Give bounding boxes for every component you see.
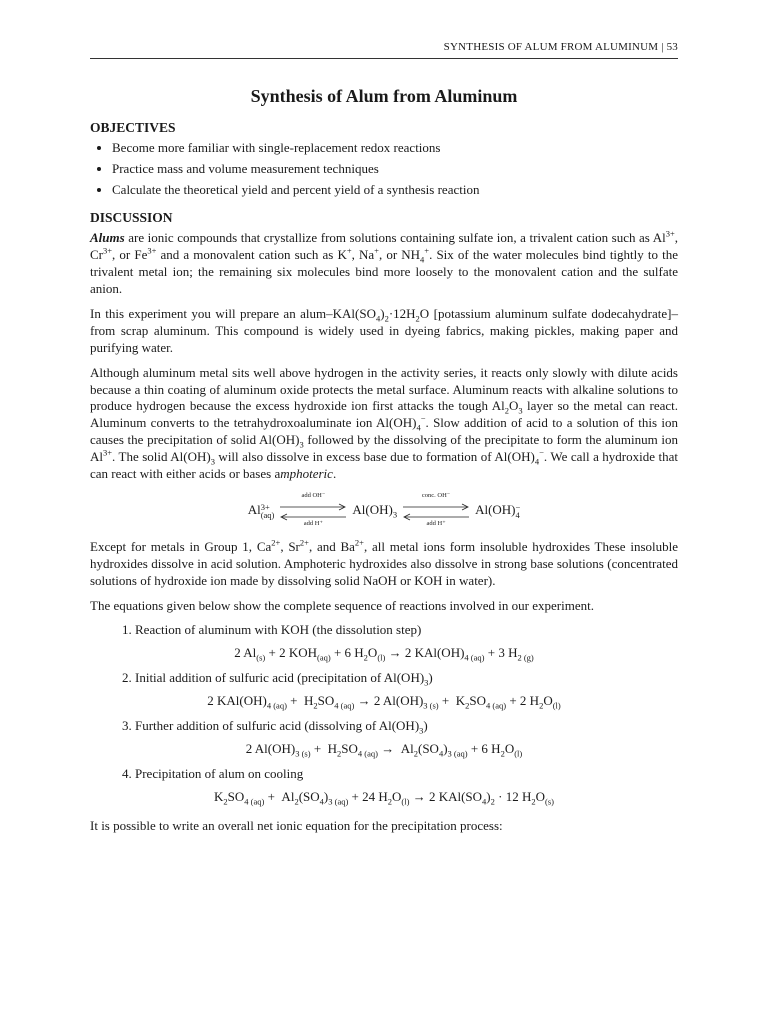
paragraph-hydroxides: Except for metals in Group 1, $Ca^{2+}$, $Sr^{2+}$, and $Ba^{2+}$, all metal ions form insoluble hydroxides These insoluble hydroxides dissolve in acid solution. Amphoteric hydroxides also dissolve in strong base solutions (concentrated solutions of hydroxide ion made by dissolving solid NaOH or KOH in water). xyxy=(90,537,678,588)
equation-2: 2 $KAl(OH)_{4 (aq)} + H_2SO_{4 (aq)} \to 2$ $Al(OH)_{3 (s)} + K_2SO_{4 (aq)} + 2$ $H_2O_{(l)}$ xyxy=(207,693,561,711)
paragraph-net-ionic: It is possible to write an overall net ionic equation for the precipitation process: xyxy=(90,817,503,833)
reaction-step: 2. Initial addition of sulfuric acid (precipitation of $Al(OH)_3$) xyxy=(135,670,678,687)
objectives-heading: OBJECTIVES xyxy=(90,119,176,135)
equation-3: 2 $Al(OH)_{3 (s)} + H_2SO_{4 (aq)} \to Al_2(SO_4)_{3 (aq)} + 6$ $H_2O_{(l)}$ xyxy=(245,740,523,759)
reaction-step: 3. Further addition of sulfuric acid (dissolving of $Al(OH)_3$) xyxy=(135,718,678,735)
equation-4: $K_2SO_{4 (aq)} + Al_2(SO_4)_{3 (aq)} + 24$ $H_2O_{(l)} \to 2$ $KAl(SO_4)_2 \cdot 12$ $H_2O_{(s)}$ xyxy=(214,788,554,807)
reaction-steps xyxy=(90,718,678,735)
reaction-step: 4. Precipitation of alum on cooling xyxy=(135,766,678,783)
scheme-middle-species: $Al(OH)_3$ xyxy=(352,502,398,521)
paragraph-aluminum: Although aluminum metal sits well above hydrogen in the activity series, it reacts only slowly with dilute acids because a thin coating of aluminum oxide protects the metal surface. Aluminum reacts with alkaline solutions to produce hydrogen because the excess hydroxide ion first attacks the tough $Al_2O_3$ layer so the metal can react. Aluminum converts to the tetrahydroxoaluminate ion $Al(OH)_4^-$. Slow addition of acid to a solution of this ion causes the precipitation of solid $Al(OH)_3$ followed by the dissolving of the precipitate to form the aluminum ion $Al^{3+}$. The solid $Al(OH)_3$ will also dissolve in excess base due to formation of $Al(OH)_4^-$. We call a hydroxide that can react with either acids or bases amphoteric. xyxy=(90,364,678,482)
reaction-steps xyxy=(90,670,678,687)
page-title: Synthesis of Alum from Aluminum xyxy=(250,86,518,107)
scheme-left-species: Al 3+ (aq) xyxy=(247,501,275,521)
arrow-label: add H⁺ xyxy=(426,519,446,527)
amphoteric-scheme xyxy=(90,491,678,531)
objective-item: • Become more familiar with single-replacement redox reactions xyxy=(112,140,678,157)
scheme-right-species: Al(OH) − 4 xyxy=(475,501,521,521)
reaction-steps xyxy=(90,766,678,783)
paragraph-experiment: In this experiment you will prepare an alum–$KAl(SO_4)_2\cdot 12H_2O$ [potassium aluminum sulfate dodecahydrate]–from scrap aluminum. This compound is widely used in dyeing fabrics, making pickles, making paper and purifying water. xyxy=(90,306,678,355)
document-page xyxy=(90,40,678,843)
running-header: SYNTHESIS OF ALUM FROM ALUMINUM | 53 xyxy=(90,40,678,59)
discussion-heading: DISCUSSION xyxy=(90,209,173,225)
reaction-steps xyxy=(90,622,678,639)
equilibrium-arrow-1 xyxy=(278,491,348,531)
equilibrium-arrow-2 xyxy=(401,491,471,531)
objective-item: • Calculate the theoretical yield and percent yield of a synthesis reaction xyxy=(112,182,678,199)
equation-1: 2 $Al_{(s)} + 2$ $KOH_{(aq)} + 6$ $H_2O_{(l)} \to 2$ $KAl(OH)_{4 (aq)} + 3$ $H_{2 (g)}$ xyxy=(234,645,534,663)
paragraph-alums: Alums are ionic compounds that crystallize from solutions containing sulfate ion, a trivalent cation such as $Al^{3+}$, $Cr^{3+}$, or $Fe^{3+}$ and a monovalent cation such as K+, Na+, or $NH_4^+$. Six of the water molecules bind tightly to the trivalent metal ion; the remaining six molecules bind more loosely to the monovalent cation and the sulfate anion. xyxy=(90,229,678,297)
paragraph-equations-intro: The equations given below show the complete sequence of reactions involved in our experiment. xyxy=(90,597,594,613)
arrow-label: conc. OH⁻ xyxy=(421,491,451,499)
arrow-label: add OH⁻ xyxy=(301,491,326,499)
arrow-label: add H⁺ xyxy=(303,519,323,527)
objectives-list xyxy=(90,140,678,199)
objective-item: • Practice mass and volume measurement techniques xyxy=(112,161,678,178)
reaction-step: 1. Reaction of aluminum with KOH (the dissolution step) xyxy=(135,622,678,639)
